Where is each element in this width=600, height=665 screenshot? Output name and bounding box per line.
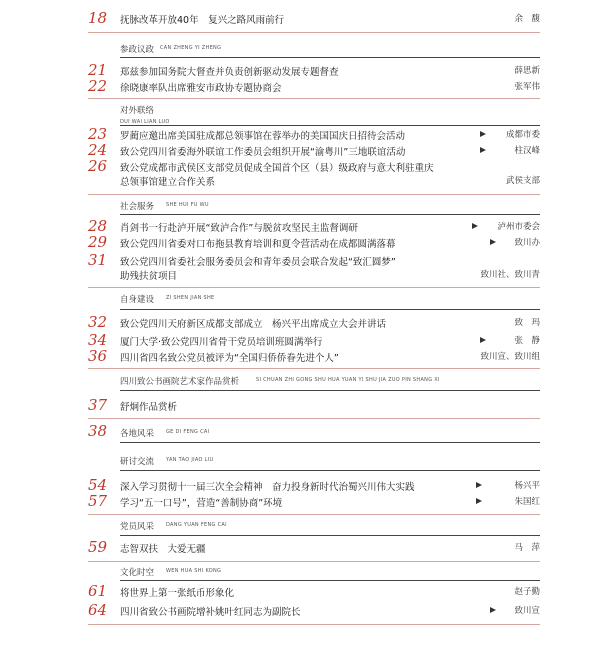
toc-entry[interactable] [88,159,540,193]
divider [88,287,540,288]
entry-title: 学习“五一口号”，营造“善制协商”环境 [120,498,283,509]
toc-entry[interactable] [88,235,540,255]
section-pinyin: SHE HUI FU WU [166,202,209,208]
entry-title: 致公党四川天府新区成都支部成立 杨兴平出席成立大会并讲话 [120,319,387,330]
entry-title: 深入学习贯彻十一届三次全会精神 奋力投身新时代治蜀兴川伟大实践 [120,482,415,493]
divider [88,98,540,99]
entry-title: 罗蔺应邀出席美国驻成都总领事馆在蓉举办的美国国庆日招待会活动 [120,131,406,142]
entry-title: 四川省四名致公党员被评为“全国归侨侨眷先进个人” [120,353,339,364]
leader-arrow-icon [480,337,486,343]
page-number: 61 [88,582,108,600]
page-number: 28 [88,217,108,235]
section-pinyin: GE DI FENG CAI [166,429,210,435]
section-pinyin: YAN TAO JIAO LIU [166,457,214,463]
entry-author: 张 静 [514,336,540,346]
entry-title: 郑兹参加国务院大督查并负责创新驱动发展专题督查 [120,67,339,78]
toc-entry[interactable] [88,603,540,623]
toc-entry[interactable] [88,79,540,99]
toc-entry[interactable] [88,253,540,287]
divider [88,194,540,195]
entry-title: 抚脉改革开放40年 复兴之路风雨前行 [120,15,285,26]
entry-author: 致川社、致川青 [480,270,540,280]
divider [88,624,540,625]
section-name: 四川致公书画院艺术家作品赏析 [120,377,240,387]
entry-title: 致公党四川省委海外联谊工作委员会组织开展“渝粤川”三地联谊活动 [120,147,406,158]
entry-author: 张军伟 [514,82,540,92]
section-rule [120,442,540,443]
entry-title: 厦门大学·致公党四川省骨干党员培训班圆满举行 [120,337,323,348]
entry-author: 余 馥 [514,14,540,24]
entry-author: 武侯支部 [505,176,540,186]
section-pinyin: DANG YUAN FENG CAI [166,522,227,528]
section-name: 社会服务 [120,202,155,212]
toc-entry[interactable] [88,424,540,444]
leader-arrow-icon [476,498,482,504]
page-number: 38 [88,422,108,440]
page-number: 34 [88,331,108,349]
section-rule [120,470,540,471]
toc-entry[interactable] [88,315,540,335]
page-number: 36 [88,347,108,365]
toc-entry[interactable] [88,398,540,418]
page-number: 37 [88,396,108,414]
page-number: 29 [88,233,108,251]
section-rule [120,580,540,581]
entry-title: 肖剑书一行赴泸开展“致泸合作”与脱贫攻坚民主监督调研 [120,223,358,234]
section-rule [120,214,540,215]
section-name: 研讨交流 [120,457,155,467]
section-pinyin: SI CHUAN ZHI GONG SHU HUA YUAN YI SHU JIA ZUO PIN SHANG XI [256,377,440,383]
leader-arrow-icon [480,147,486,153]
section-name: 参政议政 [120,45,155,55]
toc-entry[interactable] [88,349,540,369]
divider [88,561,540,562]
leader-arrow-icon [490,607,496,613]
section-rule [120,535,540,536]
leader-arrow-icon [472,223,478,229]
entry-author: 柱汉峰 [514,146,540,156]
page-number: 18 [88,9,108,27]
divider [88,418,540,419]
leader-arrow-icon [490,239,496,245]
page-number: 59 [88,538,108,556]
section-rule [120,125,540,126]
section-rule [120,57,540,58]
entry-author: 成都市委 [505,130,540,140]
section-name: 对外联络 [120,106,155,116]
leader-arrow-icon [476,482,482,488]
entry-author: 泸州市委会 [497,222,540,232]
entry-author: 杨兴平 [514,481,540,491]
section-name: 自身建设 [120,295,155,305]
section-name: 文化时空 [120,568,155,578]
page-number: 26 [88,157,108,175]
page-number: 21 [88,61,108,79]
section-name: 各地风采 [120,429,155,439]
page-number: 22 [88,77,108,95]
entry-title: 徐晓康率队出席雅安市政协专题协商会 [120,83,282,94]
toc-entry[interactable] [88,11,540,31]
divider [88,514,540,515]
entry-title: 致公党成都市武侯区支部党员促成全国首个区（县）级政府与意大利驻重庆 [120,163,434,174]
section-rule [120,309,540,310]
entry-author: 朱国红 [514,497,540,507]
section-rule [120,390,540,391]
page-number: 24 [88,141,108,159]
entry-title: 四川省致公书画院增补姚叶红同志为副院长 [120,607,301,618]
section-pinyin: ZI SHEN JIAN SHE [166,295,215,301]
section-name: 党员风采 [120,522,155,532]
entry-author: 赵子勤 [514,587,540,597]
entry-author: 薛思新 [514,66,540,76]
entry-author: 致川宣、致川组 [480,352,540,362]
entry-title: 致公党四川省委社会服务委员会和青年委员会联合发起“致汇圆梦” [120,257,396,268]
entry-author: 致 玛 [514,318,540,328]
entry-title-continued: 总领事馆建立合作关系 [120,177,216,188]
entry-author: 致川办 [514,238,540,248]
divider [88,368,540,369]
page-number: 32 [88,313,108,331]
section-pinyin: WEN HUA SHI KONG [166,568,222,574]
page-number: 57 [88,492,108,510]
entry-title-continued: 助残扶贫项目 [120,271,178,282]
entry-author: 马 萍 [514,543,540,553]
page-number: 31 [88,251,108,269]
page-number: 64 [88,601,108,619]
page-number: 23 [88,125,108,143]
divider [88,32,540,33]
toc-entry[interactable] [88,494,540,514]
section-pinyin: DUI WAI LIAN LUO [120,119,170,125]
section-pinyin: CAN ZHENG YI ZHENG [160,45,222,51]
entry-title: 舒炯作品赏析 [120,402,178,413]
toc-entry[interactable] [88,584,540,604]
toc-entry[interactable] [88,540,540,560]
entry-title: 志智双扶 大爱无疆 [120,544,206,555]
entry-title: 将世界上第一张纸币形象化 [120,588,235,599]
entry-title: 致公党四川省委对口布拖县教育培训和夏令营活动在成都圆满落幕 [120,239,396,250]
leader-arrow-icon [480,131,486,137]
page-number: 54 [88,476,108,494]
entry-author: 致川宣 [514,606,540,616]
